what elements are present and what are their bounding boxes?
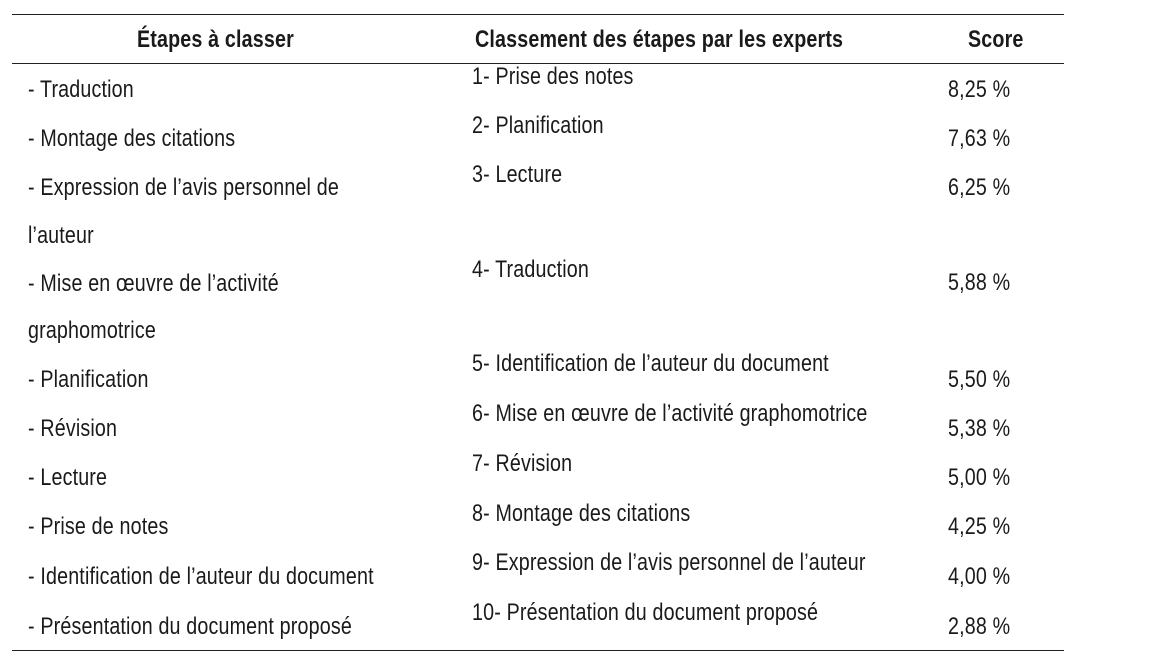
score-value: 5,00 % <box>948 464 1011 491</box>
step-item: - Lecture <box>28 464 108 491</box>
step-item: - Identification de l’auteur du document <box>28 563 374 590</box>
score-value: 5,38 % <box>948 415 1011 442</box>
step-item: - Révision <box>28 415 118 442</box>
ranking-item: 4- Traduction <box>472 256 590 283</box>
header-expert-ranking: Classement des étapes par les experts <box>475 26 844 53</box>
ranking-item: 3- Lecture <box>472 161 563 188</box>
step-item: - Montage des citations <box>28 125 236 152</box>
score-value: 4,25 % <box>948 513 1011 540</box>
score-value: 8,25 % <box>948 76 1011 103</box>
step-item: - Planification <box>28 366 149 393</box>
step-item-continued: l’auteur <box>28 222 94 249</box>
table-top-rule <box>12 14 1064 15</box>
step-item: - Mise en œuvre de l’activité <box>28 270 279 297</box>
score-value: 2,88 % <box>948 613 1011 640</box>
ranking-item: 2- Planification <box>472 112 604 139</box>
score-value: 6,25 % <box>948 174 1011 201</box>
ranking-item: 10- Présentation du document proposé <box>472 599 819 626</box>
step-item: - Prise de notes <box>28 513 169 540</box>
ranking-item: 6- Mise en œuvre de l’activité graphomotrice <box>472 400 868 427</box>
step-item-continued: graphomotrice <box>28 317 156 344</box>
ranking-item: 8- Montage des citations <box>472 500 691 527</box>
score-value: 7,63 % <box>948 125 1011 152</box>
step-item: - Expression de l’avis personnel de <box>28 174 339 201</box>
ranking-item: 1- Prise des notes <box>472 63 634 90</box>
score-value: 5,88 % <box>948 269 1011 296</box>
ranking-item: 7- Révision <box>472 450 573 477</box>
score-value: 5,50 % <box>948 366 1011 393</box>
step-item: - Traduction <box>28 76 134 103</box>
ranking-item: 9- Expression de l’avis personnel de l’auteur <box>472 549 866 576</box>
score-value: 4,00 % <box>948 563 1011 590</box>
header-steps-to-rank: Étapes à classer <box>137 26 294 53</box>
table-bottom-rule <box>12 650 1064 651</box>
step-item: - Présentation du document proposé <box>28 613 352 640</box>
header-score: Score <box>968 26 1024 53</box>
ranking-item: 5- Identification de l’auteur du document <box>472 350 829 377</box>
